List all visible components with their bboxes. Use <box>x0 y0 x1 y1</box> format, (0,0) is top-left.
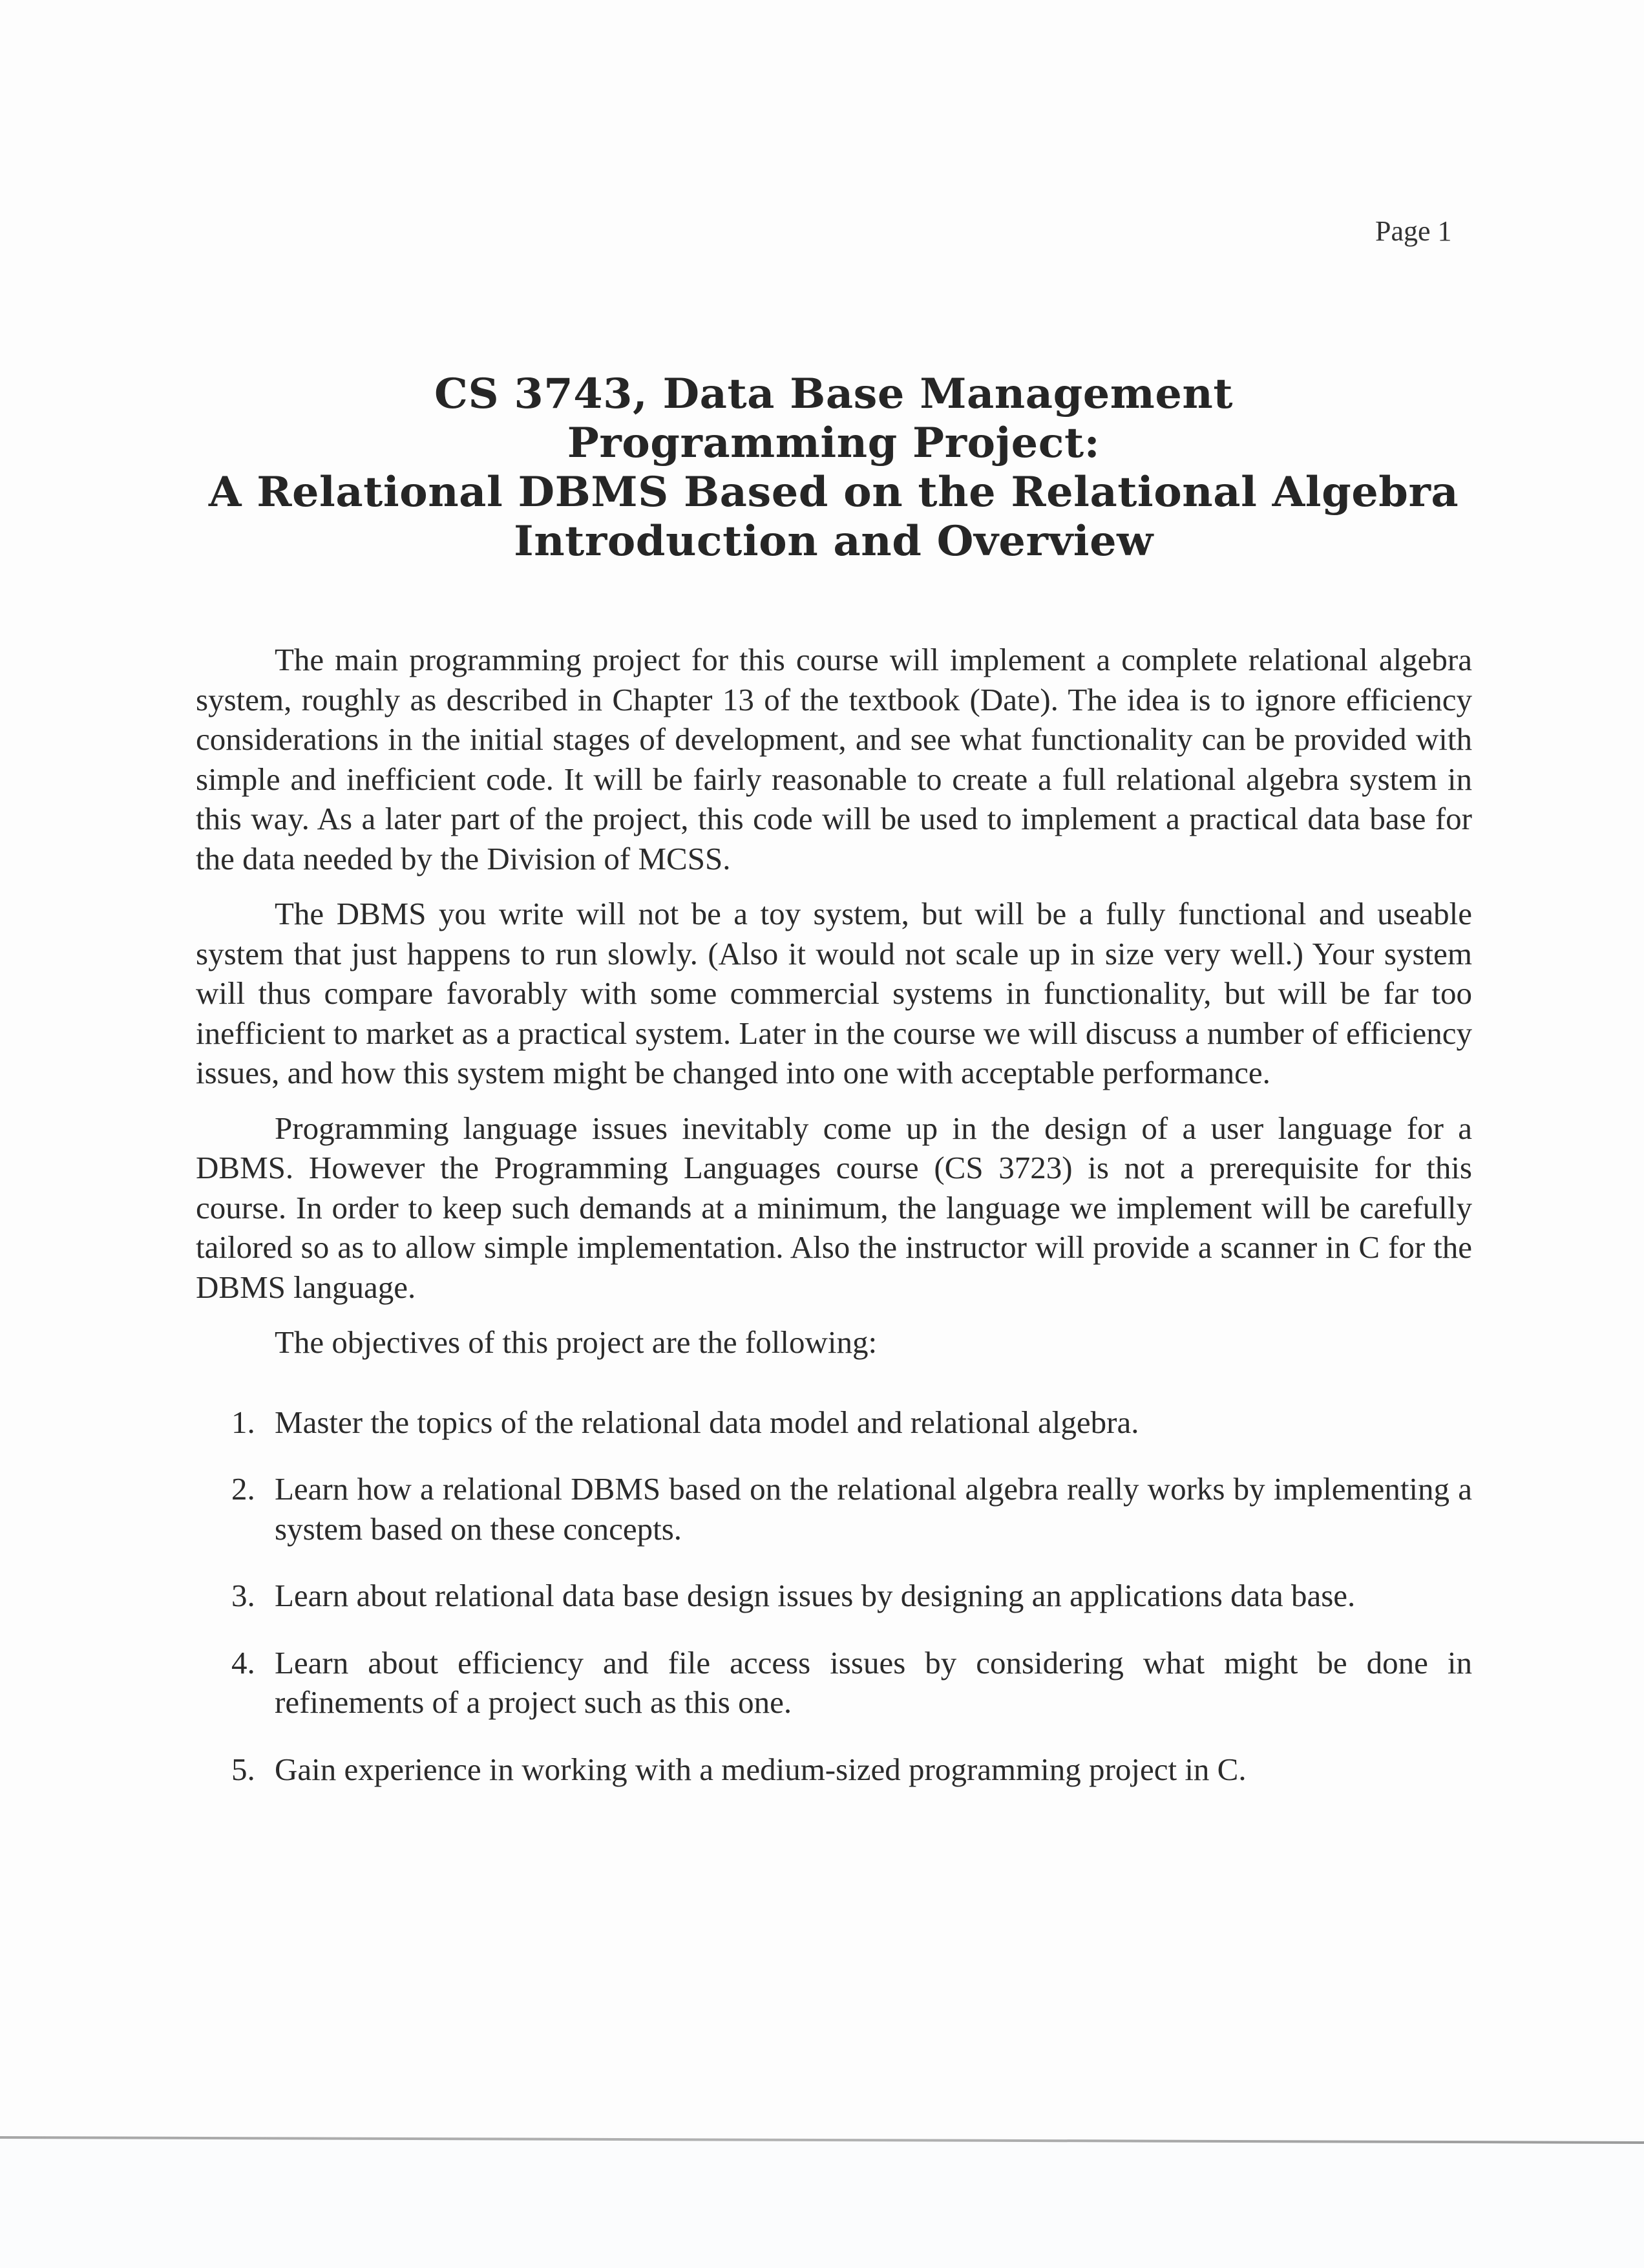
list-item-number: 2. <box>231 1471 255 1507</box>
objectives-list <box>196 1403 1472 1790</box>
page-number: Page 1 <box>1375 215 1452 247</box>
list-item-number: 4. <box>231 1644 255 1680</box>
title-project: Programming Project: <box>567 419 1101 467</box>
paragraph-dbms-scope: The DBMS you write will not be a toy system, but will be a fully functional and useable system that just happens to run slowly. (Also it would not scale up in size very well.) Your system will thus compare favorably with some commercial systems in functionality, but will be far too inefficient to market as a practical system. Later in the course we will discuss a number of efficiency issues, and how this system might be changed into one with acceptable performance. <box>196 896 1472 1090</box>
title-subject: A Relational DBMS Based on the Relational Algebra <box>208 468 1459 516</box>
list-item-number: 5. <box>231 1751 255 1787</box>
paragraph-introduction: The main programming project for this course will implement a complete relational algebra system, roughly as described in Chapter 13 of the textbook (Date). The idea is to ignore efficiency considerations in the initial stages of development, and see what functionality can be provided with simple and inefficient code. It will be fairly reasonable to create a full relational algebra system in this way. As a later part of the project, this code will be used to implement a practical data base for the data needed by the Division of MCSS. <box>196 642 1472 876</box>
paragraph-language-issues: Programming language issues inevitably come up in the design of a user language for a DBMS. However the Programming Languages course (CS 3723) is not a prerequisite for this course. In order to keep such demands at a minimum, the language we implement will be carefully tailored so as to allow simple implementation. Also the instructor will provide a scanner in C for the DBMS language. <box>196 1110 1472 1305</box>
list-item-number: 3. <box>231 1578 255 1613</box>
list-item-text: Learn about relational data base design issues by designing an applications data base. <box>275 1578 1356 1613</box>
title-course: CS 3743, Data Base Management <box>434 370 1234 418</box>
title-section: Introduction and Overview <box>514 517 1154 566</box>
list-item-text: Learn about efficiency and file access issues by considering what might be done in refinements of a project such as this one. <box>275 1644 1472 1720</box>
document-body <box>196 640 1472 1816</box>
list-item <box>196 1469 1472 1549</box>
document-title <box>194 370 1473 566</box>
list-item <box>196 1643 1472 1722</box>
objectives-lead: The objectives of this project are the following: <box>275 1324 878 1360</box>
list-item-text: Master the topics of the relational data model and relational algebra. <box>275 1404 1139 1440</box>
list-item <box>196 1403 1472 1443</box>
list-item-text: Learn how a relational DBMS based on the relational algebra really works by implementing a system based on these concepts. <box>275 1471 1472 1547</box>
scan-background-strip <box>0 2139 1644 2268</box>
list-item <box>196 1576 1472 1616</box>
list-item-text: Gain experience in working with a medium-sized programming project in C. <box>275 1751 1247 1787</box>
list-item-number: 1. <box>231 1404 255 1440</box>
list-item <box>196 1750 1472 1790</box>
